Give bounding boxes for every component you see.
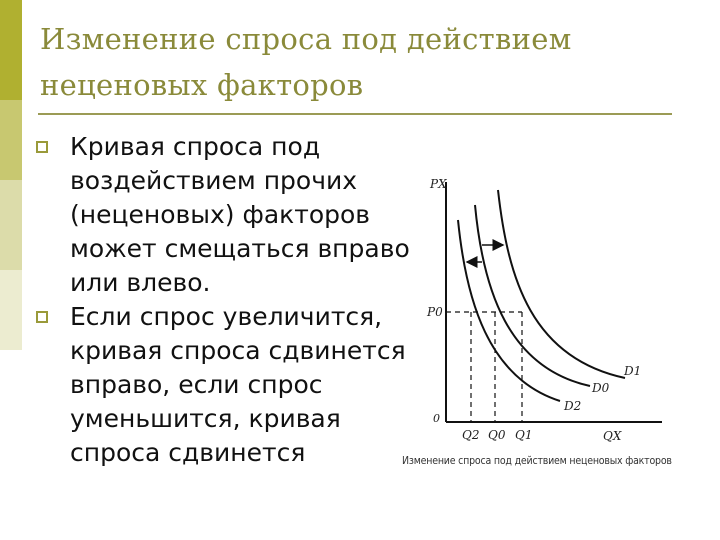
title-underline	[38, 113, 672, 115]
stripe-4	[0, 270, 22, 350]
stripe-1	[0, 0, 22, 100]
q0-label: Q0	[488, 428, 506, 442]
bullet-text-2: Если спрос увеличится, кривая спроса сдвинется вправо, если спрос уменьшится, кривая спроса сдвинется	[70, 302, 406, 467]
slide-title: Изменение спроса под действием неценовых факторов	[40, 22, 572, 102]
q2-label: Q2	[462, 428, 480, 442]
curve-d2	[458, 220, 560, 401]
p0-label: P0	[427, 305, 443, 319]
diagram-caption: Изменение спроса под действием неценовых факторов	[402, 455, 672, 467]
bullet-text-1: Кривая спроса под воздействием прочих (неценовых) факторов может смещаться вправо или влево.	[70, 132, 410, 297]
stripe-2	[0, 100, 22, 180]
hollow-square-icon	[36, 141, 48, 153]
d0-label: D0	[592, 381, 610, 395]
origin-label: 0	[433, 412, 440, 425]
q1-label: Q1	[515, 428, 533, 442]
bullet-item-1	[30, 130, 410, 300]
sidebar-stripes	[0, 0, 22, 540]
d1-label: D1	[624, 364, 642, 378]
stripe-3	[0, 180, 22, 270]
bullet-list	[30, 130, 410, 470]
curve-d0	[475, 205, 590, 386]
y-axis-label: PX	[430, 177, 447, 191]
curve-d1	[498, 190, 625, 378]
x-axis-label: QX	[603, 429, 622, 443]
bullet-item-2	[30, 300, 410, 470]
hollow-square-icon	[36, 311, 48, 323]
d2-label: D2	[564, 399, 582, 413]
demand-shift-diagram	[400, 160, 690, 445]
